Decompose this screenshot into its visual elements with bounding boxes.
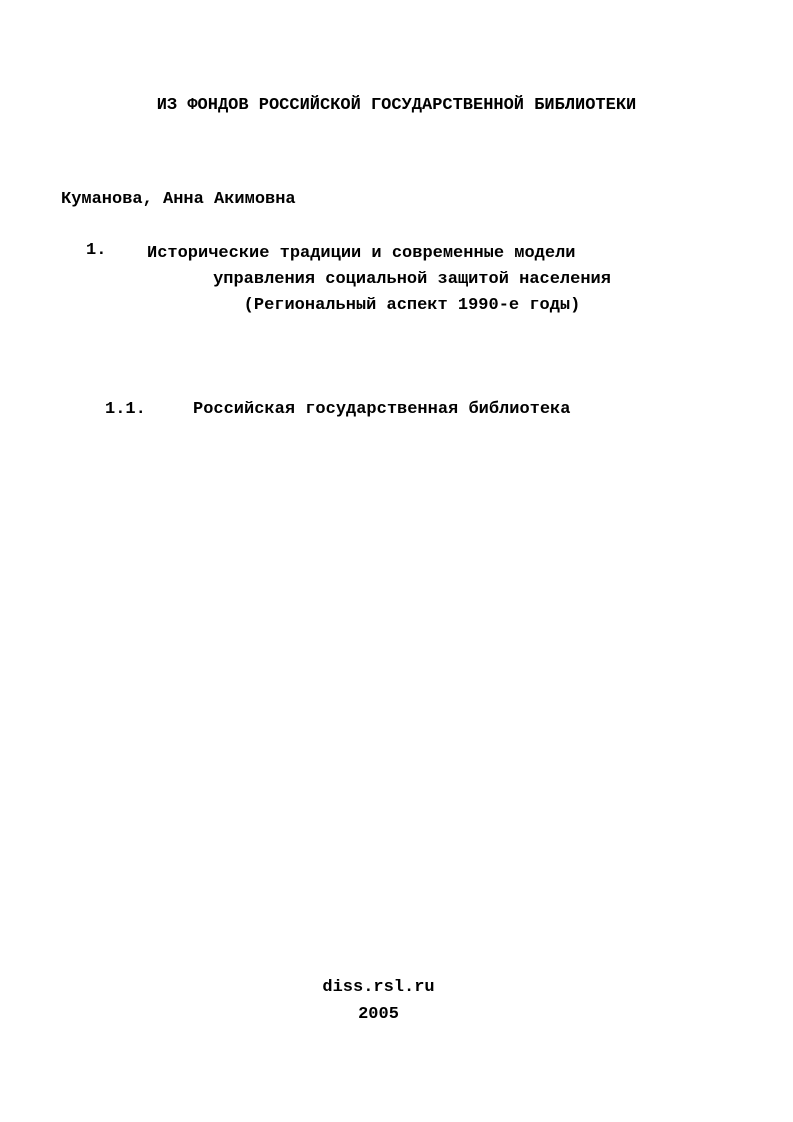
subsection-text: Российская государственная библиотека bbox=[193, 400, 571, 419]
footer-year: 2005 bbox=[358, 1005, 399, 1024]
title-number: 1. bbox=[86, 241, 107, 260]
title-lines bbox=[147, 241, 677, 319]
library-header: ИЗ ФОНДОВ РОССИЙСКОЙ ГОСУДАРСТВЕННОЙ БИБЛИОТЕКИ bbox=[156, 96, 637, 115]
title-line-2: управления социальной защитой населения bbox=[213, 270, 611, 289]
title-line-3: (Региональный аспект 1990-е годы) bbox=[243, 296, 581, 315]
subsection-number: 1.1. bbox=[105, 400, 146, 419]
title-line-1: Исторические традиции и современные модели bbox=[147, 244, 576, 263]
author-name: Куманова, Анна Акимовна bbox=[61, 190, 296, 209]
footer-site: diss.rsl.ru bbox=[322, 978, 435, 997]
